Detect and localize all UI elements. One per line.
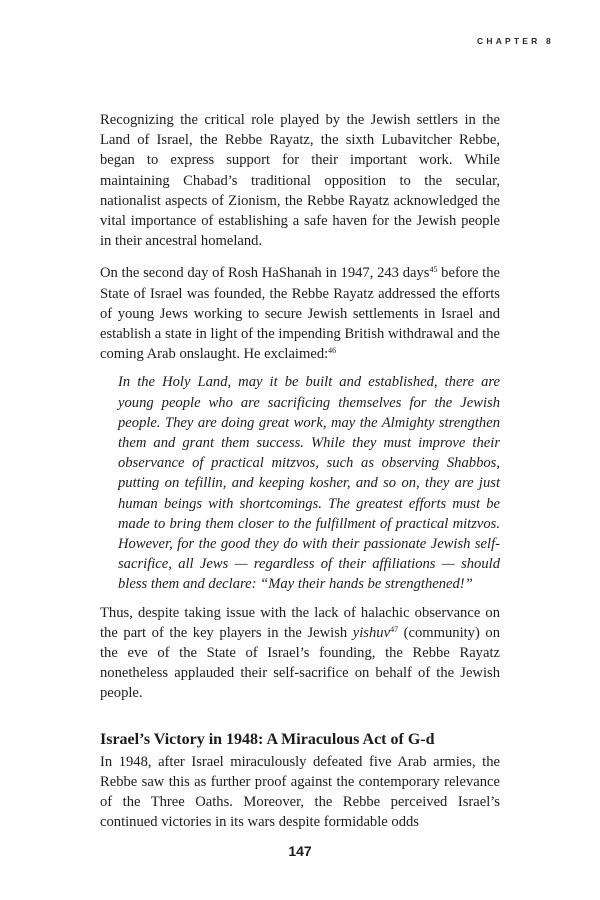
paragraph-3-text-b: (community) on the eve of the State of Israel’s founding, the Rebbe Rayatz nonetheless applauded their self-sacrifice on behalf of the Jewish people. bbox=[100, 624, 500, 702]
yishuv-term: yishuv bbox=[352, 624, 391, 641]
page-number: 147 bbox=[288, 843, 312, 859]
section-heading: Israel’s Victory in 1948: A Miraculous Act of G-d bbox=[100, 730, 435, 748]
paragraph-2-text-a: On the second day of Rosh HaShanah in 1947, 243 days bbox=[100, 265, 430, 282]
running-head: CHAPTER 8 bbox=[477, 36, 554, 46]
paragraph-3-text-a: Thus, despite taking issue with the lack of halachic observance on the part of the key players in the Jewish bbox=[100, 604, 500, 641]
footnote-ref-45[interactable]: 45 bbox=[429, 265, 438, 275]
footnote-ref-46[interactable]: 46 bbox=[328, 346, 337, 356]
block-quote: In the Holy Land, may it be built and established, there are young people who are sacrificing themselves for the Jewish people. They are doing great work, may the Almighty strengthen them and grant them success. While they must improve their observance of practical mitzvos, such as observing Shabbos, putting on tefillin, and keeping kosher, and so on, they are just human beings with shortcomings. The greatest efforts must be made to bring them closer to the fulfillment of practical mitzvos. However, for the good they do with their passionate Jewish self-sacrifice, all Jews — regardless of their affiliations — should bless them and declare: “May their hands be strengthened!” bbox=[118, 374, 500, 593]
paragraph-1: Recognizing the critical role played by the Jewish settlers in the Land of Israel, the Rebbe Rayatz, the sixth Lubavitcher Rebbe, began to express support for their important work. While maintaining Chabad’s traditional opposition to the secular, nationalist aspects of Zionism, the Rebbe Rayatz acknowledged the vital importance of establishing a safe haven for the Jewish people in their ancestral homeland. bbox=[100, 112, 500, 250]
footnote-ref-47[interactable]: 47 bbox=[390, 624, 399, 634]
page-body bbox=[100, 110, 500, 833]
paragraph-2-text-b: before the State of Israel was founded, the Rebbe Rayatz addressed the efforts of young Jews working to secure Jewish settlements in Israel and establish a state in light of the impending British withdrawal and the coming Arab onslaught. He exclaimed: bbox=[100, 265, 500, 363]
paragraph-3 bbox=[100, 603, 500, 704]
paragraph-4: In 1948, after Israel miraculously defeated five Arab armies, the Rebbe saw this as further proof against the contemporary relevance of the Three Oaths. Moreover, the Rebbe perceived Israel’s continued victories in its wars despite formidable odds bbox=[100, 753, 500, 831]
paragraph-2 bbox=[100, 263, 500, 364]
